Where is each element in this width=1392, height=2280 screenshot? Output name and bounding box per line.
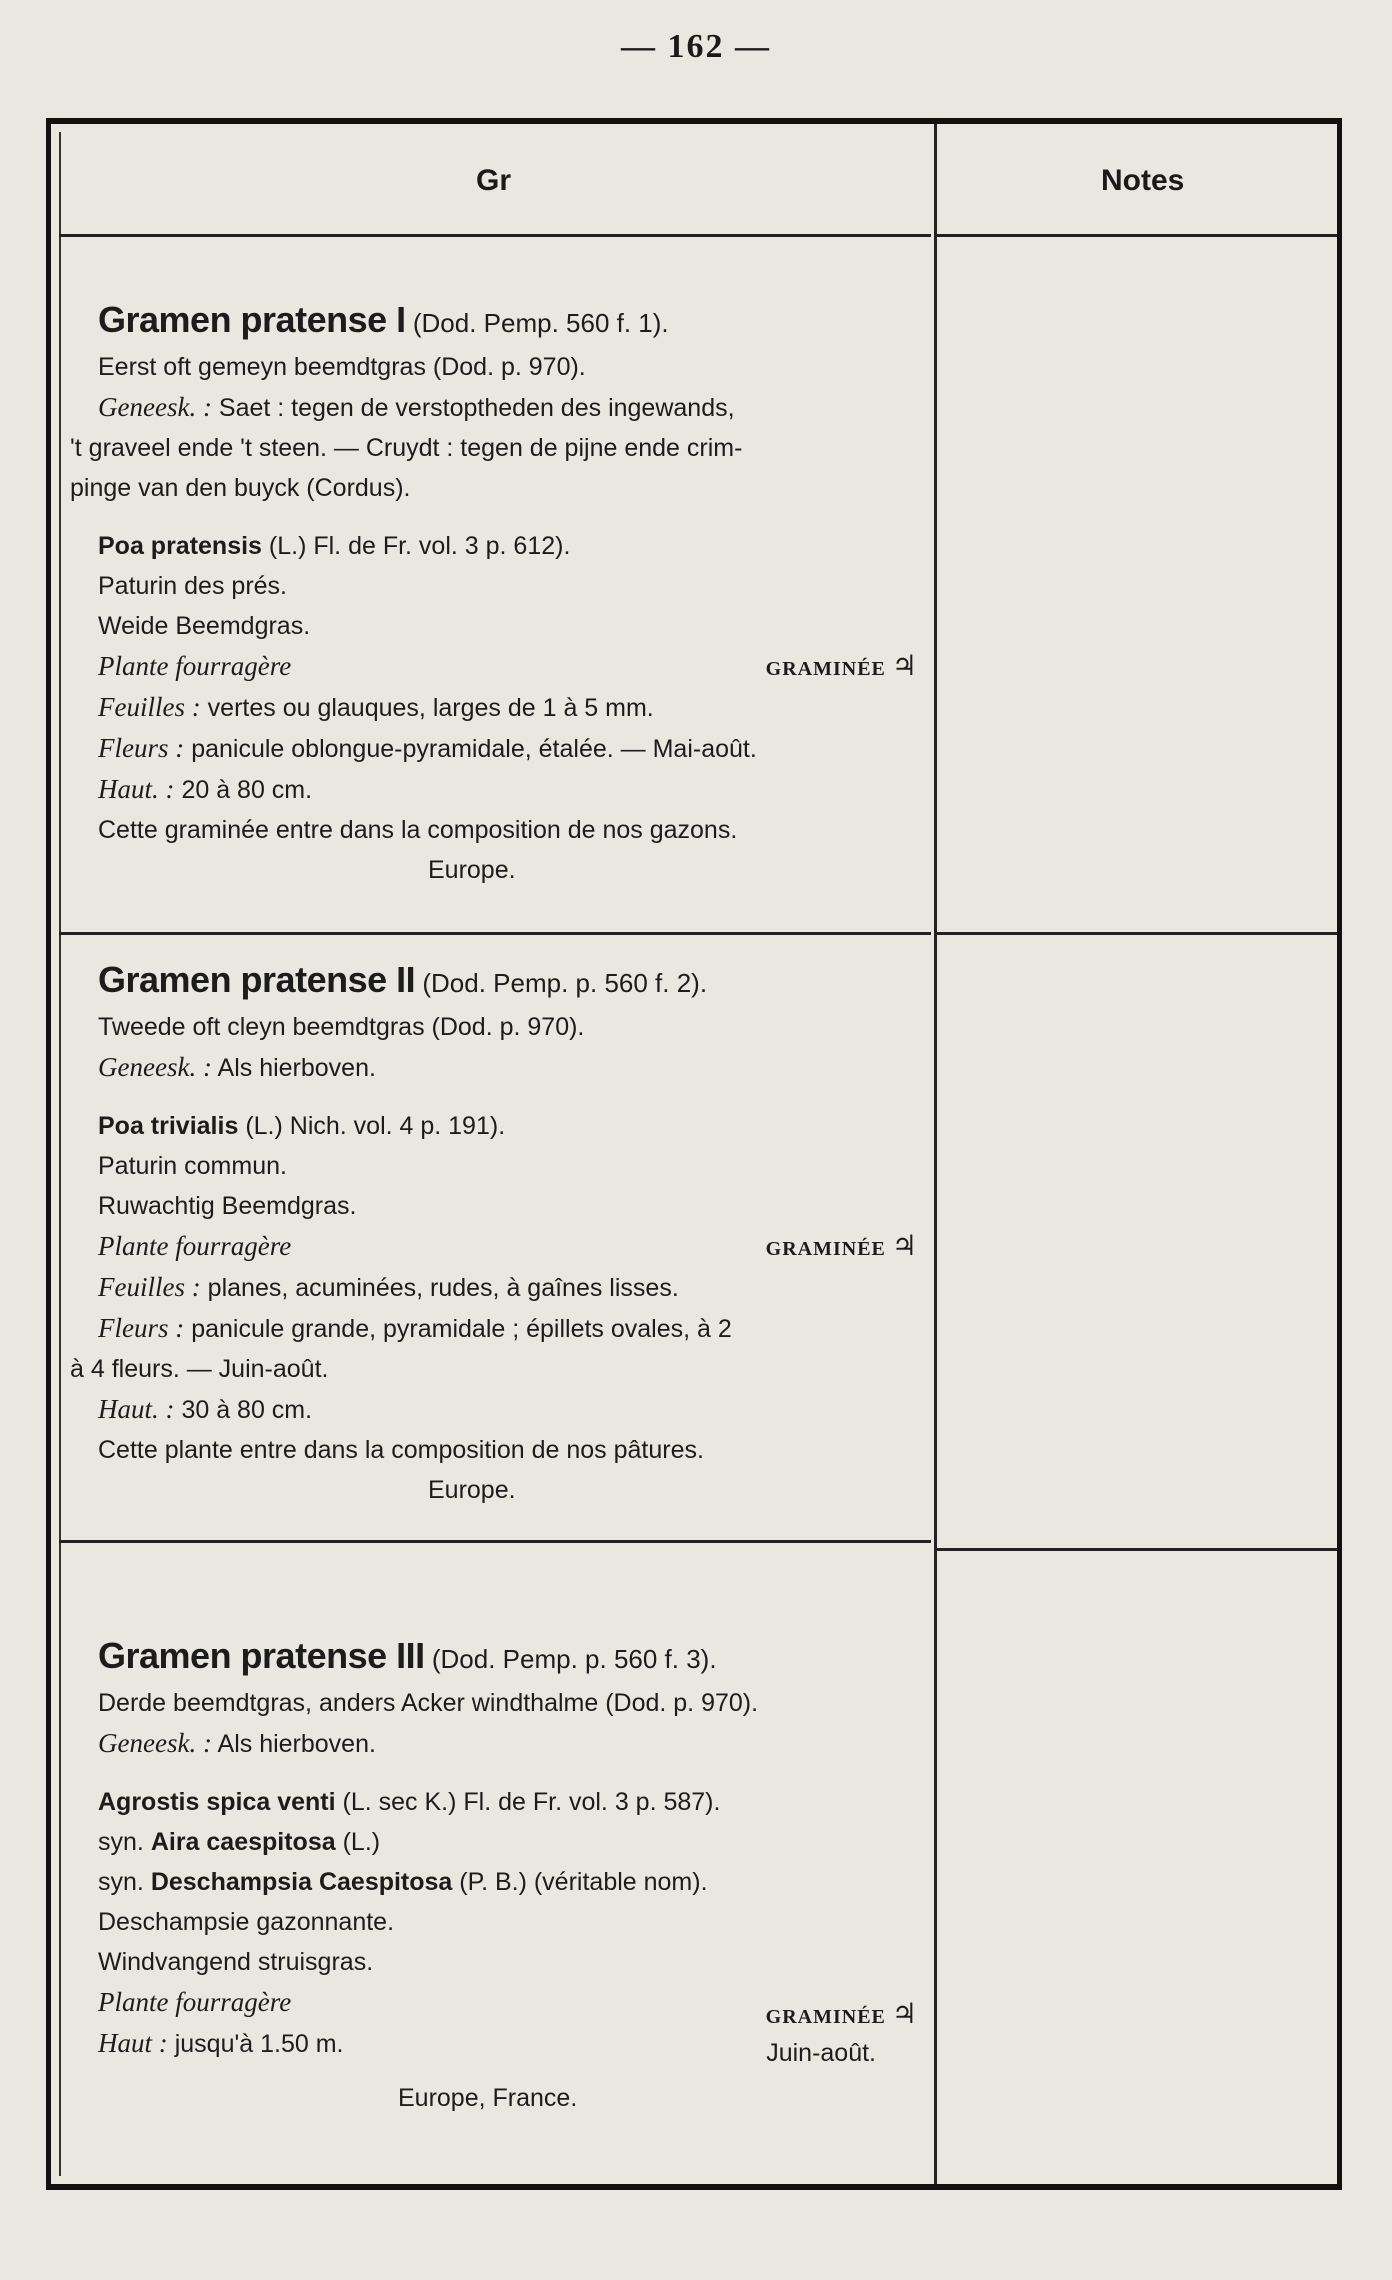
entry-divider-2-notes — [937, 1548, 1337, 1551]
synonym-name: Deschampsia Caespitosa — [150, 1868, 453, 1896]
geneesk-label: Geneesk. : — [98, 1052, 212, 1082]
geneesk-line — [98, 1723, 958, 1764]
synonym-line-2 — [98, 1862, 958, 1902]
inner-border — [59, 132, 61, 2176]
dutch-common-name: Ruwachtig Beemdgras. — [98, 1192, 357, 1220]
entry-title — [98, 960, 958, 1003]
family-name: GRAMINÉE — [765, 1238, 886, 1260]
species-line — [98, 526, 958, 566]
dutch-common-name: Windvangend struisgras. — [98, 1948, 374, 1976]
synonym-line-1 — [98, 1822, 958, 1862]
entry-title-ref: (Dod. Pemp. p. 560 f. 3). — [431, 1644, 717, 1674]
region-line: Europe, France. — [398, 2084, 578, 2112]
season-text: Juin-août. — [766, 2039, 876, 2067]
feuilles-text: planes, acuminées, rudes, à gaînes lisses. — [207, 1274, 679, 1302]
fleurs-label: Fleurs : — [98, 733, 185, 763]
synonym-ref: (L.) — [342, 1828, 381, 1856]
geneesk-label: Geneesk. : — [98, 392, 212, 422]
synonym-name: Aira caespitosa — [150, 1828, 336, 1856]
species-line — [98, 1106, 958, 1146]
entry-title-name: Gramen pratense III — [98, 1635, 425, 1676]
dutch-common-name: Weide Beemdgras. — [98, 612, 311, 640]
feuilles-text: vertes ou glauques, larges de 1 à 5 mm. — [207, 694, 654, 722]
synonym-ref: (P. B.) (véritable nom). — [459, 1868, 708, 1896]
note-line: Cette graminée entre dans la composition de nos gazons. — [98, 816, 738, 844]
entry-title — [98, 300, 958, 343]
species-ref: (L.) Nich. vol. 4 p. 191). — [245, 1112, 506, 1140]
geneesk-cont-1: 't graveel ende 't steen. — Cruydt : tegen de pijne ende crim- — [70, 434, 743, 462]
syn-prefix: syn. — [98, 1868, 144, 1896]
feuilles-label: Feuilles : — [98, 692, 201, 722]
column-header-gr: Gr — [476, 164, 512, 197]
entry-title — [98, 1636, 958, 1679]
region-line: Europe. — [428, 1476, 516, 1504]
perennial-icon: ♃ — [891, 1997, 918, 2030]
use-line — [98, 1982, 958, 2030]
haut-text: 30 à 80 cm. — [181, 1396, 313, 1424]
syn-prefix: syn. — [98, 1828, 144, 1856]
column-header-notes: Notes — [1101, 164, 1185, 197]
entry-divider-2 — [59, 1540, 931, 1543]
note-line: Cette plante entre dans la composition de nos pâtures. — [98, 1436, 704, 1464]
haut-label: Haut. : — [98, 1394, 175, 1424]
geneesk-text: Als hierboven. — [217, 1054, 376, 1082]
fleurs-text: panicule oblongue-pyramidale, étalée. — Mai-août. — [191, 735, 757, 763]
perennial-icon: ♃ — [891, 649, 918, 682]
perennial-icon: ♃ — [891, 1229, 918, 1262]
entry-gramen-pratense-3 — [98, 1636, 958, 2118]
french-name: Paturin commun. — [98, 1152, 287, 1180]
dutch-name: Tweede oft cleyn beemdtgras (Dod. p. 970). — [98, 1013, 585, 1041]
geneesk-text: Als hierboven. — [217, 1730, 376, 1758]
species-ref: (L.) Fl. de Fr. vol. 3 p. 612). — [268, 532, 571, 560]
feuilles-label: Feuilles : — [98, 1272, 201, 1302]
geneesk-line — [98, 387, 958, 428]
use-line — [98, 1226, 958, 1267]
family-label — [766, 1226, 918, 1269]
entry-title-ref: (Dod. Pemp. p. 560 f. 2). — [422, 968, 708, 998]
french-name: Deschampsie gazonnante. — [98, 1908, 395, 1936]
region-line: Europe. — [428, 856, 516, 884]
species-name: Poa pratensis — [98, 532, 262, 560]
haut-label: Haut. : — [98, 774, 175, 804]
use-label: Plante fourragère — [98, 1231, 292, 1261]
species-line — [98, 1782, 958, 1822]
geneesk-text: Saet : tegen de verstoptheden des ingewands, — [218, 394, 735, 422]
entry-gramen-pratense-1 — [70, 299, 958, 890]
family-name: GRAMINÉE — [765, 658, 886, 680]
french-name: Paturin des prés. — [98, 572, 287, 600]
haut-line — [98, 2023, 958, 2067]
dutch-name: Eerst oft gemeyn beemdtgras (Dod. p. 970). — [98, 353, 586, 381]
family-label — [766, 646, 918, 689]
haut-text: jusqu'à 1.50 m. — [174, 2030, 344, 2058]
fleurs-line — [98, 1308, 958, 1349]
fleurs-cont: à 4 fleurs. — Juin-août. — [70, 1355, 329, 1383]
use-line — [98, 646, 958, 687]
fleurs-line — [98, 728, 958, 769]
haut-text: 20 à 80 cm. — [181, 776, 313, 804]
feuilles-line — [98, 1267, 958, 1308]
page-number: — 162 — — [621, 28, 771, 65]
haut-label: Haut : — [98, 2028, 168, 2058]
haut-line — [98, 769, 958, 810]
entry-title-name: Gramen pratense II — [98, 959, 416, 1000]
geneesk-label: Geneesk. : — [98, 1728, 212, 1758]
entry-divider-1 — [59, 932, 931, 935]
use-label: Plante fourragère — [98, 651, 292, 681]
header-divider-right — [937, 234, 1337, 237]
feuilles-line — [98, 687, 958, 728]
species-ref: (L. sec K.) Fl. de Fr. vol. 3 p. 587). — [342, 1788, 721, 1816]
fleurs-text: panicule grande, pyramidale ; épillets ovales, à 2 — [191, 1315, 732, 1343]
geneesk-line — [98, 1047, 958, 1088]
entry-title-name: Gramen pratense I — [98, 299, 406, 340]
entry-title-ref: (Dod. Pemp. 560 f. 1). — [412, 308, 669, 338]
fleurs-label: Fleurs : — [98, 1313, 185, 1343]
family-name: GRAMINÉE — [765, 2006, 886, 2028]
haut-line — [98, 1389, 958, 1430]
entry-gramen-pratense-2 — [70, 959, 958, 1510]
header-divider-left — [59, 234, 931, 237]
entry-divider-1-notes — [937, 932, 1337, 935]
species-name: Poa trivialis — [98, 1112, 239, 1140]
species-name: Agrostis spica venti — [98, 1788, 336, 1816]
use-label: Plante fourragère — [98, 1987, 292, 2017]
dutch-name: Derde beemdtgras, anders Acker windthalme (Dod. p. 970). — [98, 1689, 759, 1717]
geneesk-cont-2: pinge van den buyck (Cordus). — [70, 474, 411, 502]
